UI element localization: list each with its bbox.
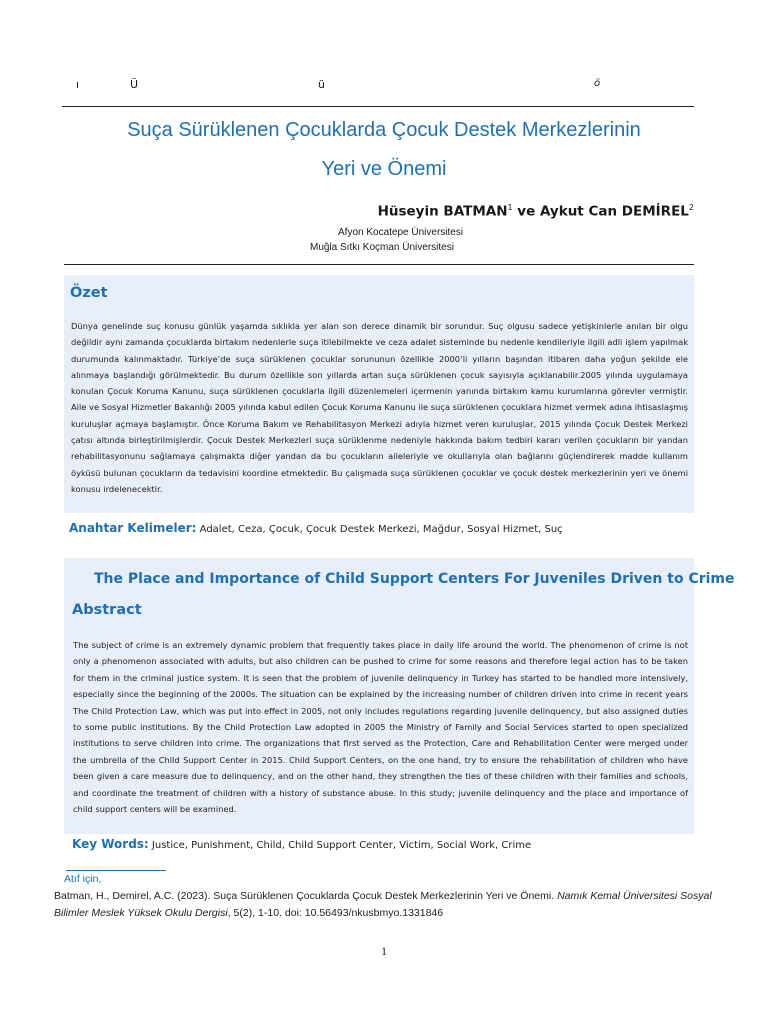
citation-journal: Namık Kemal Üniversitesi Sosyal Bilimler Meslek Yüksek Okulu Dergisi	[54, 890, 712, 919]
citation-main: Batman, H., Demirel, A.C. (2023). Suça Sürüklenen Çocuklarda Çocuk Destek Merkezlerinin Yeri ve Önemi.	[54, 890, 558, 902]
header-rule	[62, 106, 694, 107]
ozet-heading: Özet	[70, 285, 108, 301]
anahtar-text: Adalet, Ceza, Çocuk, Çocuk Destek Merkezi, Mağdur, Sosyal Hizmet, Suç	[199, 524, 563, 535]
author-2-sup: 2	[688, 203, 694, 212]
citation	[54, 888, 724, 922]
citation-tail: , 5(2), 1-10. doi: 10.56493/nkusbmyo.1331846	[227, 907, 444, 919]
author-connector: ve	[512, 203, 540, 220]
header-glyph: Ü	[130, 78, 139, 91]
author-2: Aykut Can DEMİREL	[539, 203, 689, 220]
abstract-body: The subject of crime is an extremely dynamic problem that frequently takes place in daily life around the world. The phenomenon of crime is not only a phenomenon associated with adults, but also children can be pushed to crime for some reasons and therefore legal action has to be taken for them in the criminal justice system. It is seen that the problem of juvenile delinquency in Turkey has started to be handled more intensively, especially since the beginning of the 2000s. The situation can be explained by the increasing number of children driven into crime in recent years The Child Protection Law, which was put into effect in 2005, not only includes regulations regarding juvenile delinquency, but also assigned duties to some public institutions. By the Child Protection Law adopted in 2005 the Ministry of Family and Social Services started to open specialized institutions to serve children into crime. The organizations that first served as the Protection, Care and Rehabilitation Center were merged under the umbrella of the Child Support Center in 2015. Child Support Centers, on the one hand, try to ensure the rehabilitation of children who have been given a care measure due to delinquency, and on the other hand, they strengthen the ties of these children with their families and schools, and coordinate the treatment of children with a history of substance abuse. In this study; juvenile delinquency and the place and importance of child support centers will be examined.	[73, 640, 688, 815]
header-glyph: ı	[76, 78, 80, 91]
header-glyph: ö	[594, 78, 601, 89]
ozet-body: Dünya genelinde suç konusu günlük yaşamda sıklıkla yer alan son derece dinamik bir sorundur. Suç olgusu sadece yetişkinlerle anılan bir olgu değildir aynı zamanda çocuklarda birtakım nedenlerle suça itilebilmekte ve ceza adalet sisteminde bu nedenle kendileriyle ilgili adli işlem yapılmak durumunda kalınmaktadır. Türkiye’de suça sürüklenen çocuklar sorununun özellikle 2000’li yılların başından itibaren daha yoğun şekilde ele alınmaya başlandığı görülmektedir. Bu durum özellikle son yıllarda artan suça sürüklenen çocuk sayısıyla açıklanabilir.2005 yılında uygulamaya konulan Çocuk Koruma Kanunu, suça sürüklenen çocuklarla ilgili düzenlemeleri içermenin yanında birtakım kamu kurumlarına görevler vermiştir. Aile ve Sosyal Hizmetler Bakanlığı 2005 yılında kabul edilen Çocuk Koruma Kanunu ile suça sürüklenen çocuklara hizmet vermek adına ihtisaslaşmış kuruluşlar açmaya başlamıştır. Önce Koruma Bakım ve Rehabilitasyon Merkezi adıyla hizmet veren kuruluşlar, 2015 yılında Çocuk Destek Merkezi çatısı altında birleştirilmişlerdir. Çocuk Destek Merkezleri suça sürüklenme nedeniyle hakkında bakım tedbiri kararı verilen çocukların bir yandan rehabilitasyonunu sağlamaya çalışmakta diğer yandan da bu çocukların aileleriyle ve okullarıyla olan bağlarını güçlendirerek madde kullanım öyküsü bulunan çocukların da tedavisini koordine etmektedir. Bu çalışmada suça sürüklenen çocuklar ve çocuk destek merkezlerinin yeri ve önemi konusu irdelenecektir.	[71, 321, 688, 494]
header-glyph: ü	[318, 78, 325, 91]
author-1-sup: 1	[507, 203, 513, 212]
key-words	[72, 837, 531, 851]
header-glyphs	[72, 78, 692, 94]
english-title: The Place and Importance of Child Support Centers For Juveniles Driven to Crime	[94, 571, 735, 587]
anahtar-label: Anahtar Kelimeler:	[69, 521, 197, 535]
paper-title-line2: Yeri ve Önemi	[321, 158, 447, 180]
author-line	[378, 203, 694, 220]
page-number: 1	[381, 944, 387, 958]
affiliation-rule	[64, 264, 694, 265]
citation-label: Atıf için,	[64, 873, 102, 885]
paper-title-line1: Suça Sürüklenen Çocuklarda Çocuk Destek Merkezlerinin	[127, 119, 641, 141]
citation-rule	[66, 870, 166, 871]
affiliation-1: Afyon Kocatepe Üniversitesi	[338, 227, 464, 238]
affiliation-2: Muğla Sıtkı Koçman Üniversitesi	[310, 242, 454, 253]
anahtar-kelimeler	[69, 521, 563, 535]
author-1: Hüseyin BATMAN	[377, 203, 508, 220]
key-words-label: Key Words:	[72, 837, 149, 851]
abstract-heading: Abstract	[72, 602, 142, 618]
key-words-text: Justice, Punishment, Child, Child Support Center, Victim, Social Work, Crime	[151, 840, 532, 851]
